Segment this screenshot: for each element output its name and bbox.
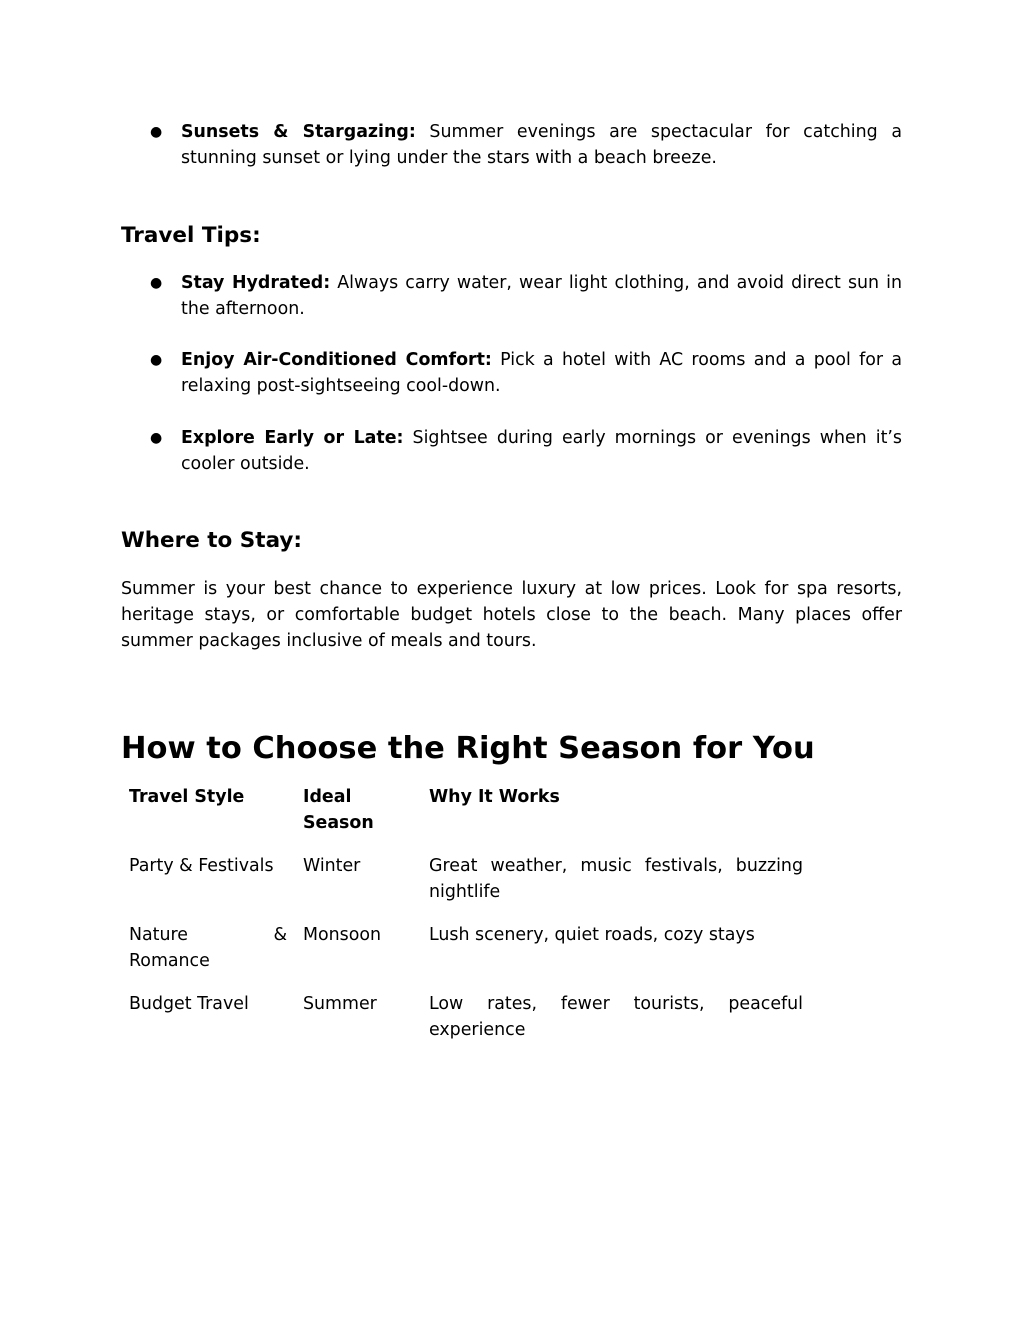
table-row xyxy=(121,991,811,1060)
list-item-text xyxy=(181,119,902,171)
list-item-text xyxy=(181,270,902,322)
list-item xyxy=(150,270,902,322)
bullet-icon: ● xyxy=(150,275,163,291)
column-header-why-it-works: Why It Works xyxy=(429,787,560,807)
bullet-icon: ● xyxy=(150,124,163,140)
table-cell: Low rates, fewer tourists, peaceful experience xyxy=(429,994,803,1040)
list-item xyxy=(150,425,902,477)
bullet-icon: ● xyxy=(150,352,163,368)
table-header-row xyxy=(121,784,811,853)
list-item-body: Pick a hotel with AC rooms and a pool for a relaxing post-sightseeing cool-down. xyxy=(181,350,902,396)
table-cell: Nature & Romance xyxy=(129,925,287,971)
list-item-text xyxy=(181,347,902,399)
bullet-icon: ● xyxy=(150,430,163,446)
list-item-body: Always carry water, wear light clothing, and avoid direct sun in the afternoon. xyxy=(181,273,902,319)
section-heading-travel-tips: Travel Tips: xyxy=(121,223,261,248)
table-cell: Party & Festivals xyxy=(129,856,274,876)
list-item-title: Stay Hydrated: xyxy=(181,273,331,293)
column-header-ideal-season: Ideal Season xyxy=(303,787,374,833)
table-row xyxy=(121,853,811,922)
list-item-text xyxy=(181,425,902,477)
list-item-body: Sightsee during early mornings or evenings when it’s cooler outside. xyxy=(181,428,902,474)
table-cell: Budget Travel xyxy=(129,994,249,1014)
list-item-body: Summer evenings are spectacular for catching a stunning sunset or lying under the stars with a beach breeze. xyxy=(181,122,902,168)
column-header-travel-style: Travel Style xyxy=(129,787,245,807)
paragraph-where-to-stay: Summer is your best chance to experience luxury at low prices. Look for spa resorts, heritage stays, or comfortable budget hotels close to the beach. Many places offer summer packages inclusive of meals and tours. xyxy=(121,579,902,651)
table-cell: Lush scenery, quiet roads, cozy stays xyxy=(429,925,755,945)
section-heading-where-to-stay: Where to Stay: xyxy=(121,528,303,553)
table-cell: Great weather, music festivals, buzzing nightlife xyxy=(429,856,803,902)
list-item xyxy=(150,119,902,171)
list-item-title: Sunsets & Stargazing: xyxy=(181,122,416,142)
list-item xyxy=(150,347,902,399)
list-item-title: Explore Early or Late: xyxy=(181,428,404,448)
table-cell: Winter xyxy=(303,856,361,876)
season-table xyxy=(121,784,811,1060)
section-heading-choose-season: How to Choose the Right Season for You xyxy=(121,731,815,766)
table-cell: Summer xyxy=(303,994,377,1014)
table-row xyxy=(121,922,811,991)
list-item-title: Enjoy Air-Conditioned Comfort: xyxy=(181,350,492,370)
table-cell: Monsoon xyxy=(303,925,382,945)
